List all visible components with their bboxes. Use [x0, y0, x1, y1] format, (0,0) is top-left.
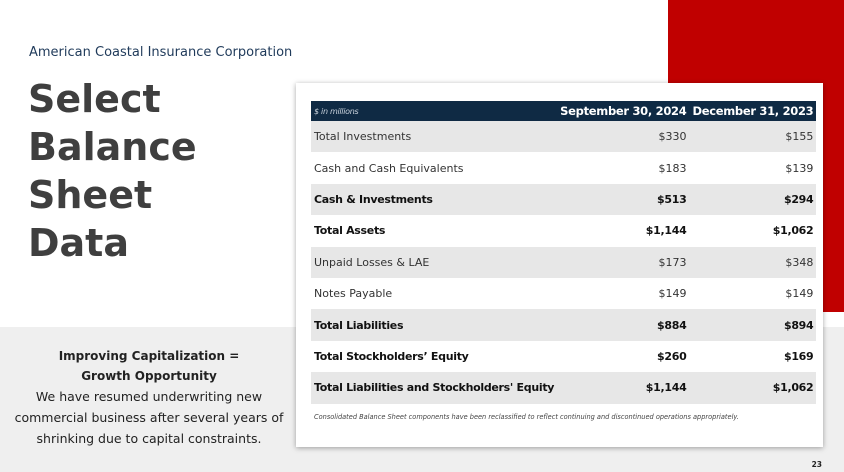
row-value-2024: $513 — [557, 184, 689, 215]
row-label: Unpaid Losses & LAE — [311, 247, 557, 278]
row-value-2024: $173 — [557, 247, 689, 278]
row-value-2023: $348 — [689, 247, 816, 278]
column-header-dec-2023: December 31, 2023 — [689, 101, 816, 121]
capitalization-caption — [14, 346, 284, 449]
row-value-2023: $294 — [689, 184, 816, 215]
column-header-sep-2024: September 30, 2024 — [557, 101, 689, 121]
title-line: Sheet — [28, 173, 153, 217]
row-value-2023: $139 — [785, 161, 814, 175]
row-value-2023: $1,062 — [689, 372, 816, 403]
row-value-2023: $169 — [783, 349, 814, 363]
caption-heading-line: Improving Capitalization = — [58, 349, 240, 363]
units-label: $ in millions — [311, 101, 557, 121]
title-line: Select — [28, 77, 161, 121]
row-value-2023: $149 — [785, 287, 814, 301]
row-value-2024: $260 — [657, 349, 687, 363]
company-name: American Coastal Insurance Corporation — [29, 45, 293, 60]
table-row — [311, 247, 816, 278]
row-value-2024: $183 — [658, 161, 687, 175]
row-value-2023: $894 — [689, 309, 816, 340]
row-label: Total Assets — [314, 224, 386, 238]
row-label: Notes Payable — [314, 287, 393, 301]
row-value-2023: $1,062 — [772, 224, 814, 238]
row-label: Total Investments — [311, 121, 557, 152]
row-label: Cash & Investments — [311, 184, 557, 215]
balance-sheet-card — [296, 83, 823, 447]
title-line: Data — [28, 221, 129, 265]
title-line: Balance — [28, 125, 197, 169]
row-value-2024: $149 — [658, 287, 687, 301]
table-header-row — [311, 101, 816, 121]
row-label: Total Liabilities and Stockholders' Equity — [311, 372, 557, 403]
row-label: Total Liabilities — [311, 309, 557, 340]
table-row — [311, 152, 816, 183]
balance-sheet-table — [311, 101, 816, 404]
table-footnote: Consolidated Balance Sheet components have been reclassified to reflect continuing and discontinued operations appropriately. — [314, 413, 739, 421]
row-value-2023: $155 — [689, 121, 816, 152]
page-title — [28, 75, 278, 267]
caption-body-line: commercial business after several years of — [14, 410, 284, 425]
table-row — [311, 184, 816, 215]
row-label: Total Stockholders’ Equity — [314, 349, 469, 363]
table-row — [311, 278, 816, 309]
row-label: Cash and Cash Equivalents — [314, 161, 464, 175]
row-value-2024: $884 — [557, 309, 689, 340]
table-row — [311, 372, 816, 403]
row-value-2024: $330 — [557, 121, 689, 152]
row-value-2024: $1,144 — [645, 224, 687, 238]
page-number: 23 — [811, 460, 822, 469]
caption-body-line: shrinking due to capital constraints. — [36, 431, 262, 446]
caption-body-line: We have resumed underwriting new — [35, 389, 263, 404]
table-row — [311, 215, 816, 246]
row-value-2024: $1,144 — [557, 372, 689, 403]
table-row — [311, 121, 816, 152]
caption-heading-line: Growth Opportunity — [81, 369, 217, 383]
table-row — [311, 341, 816, 372]
table-row — [311, 309, 816, 340]
